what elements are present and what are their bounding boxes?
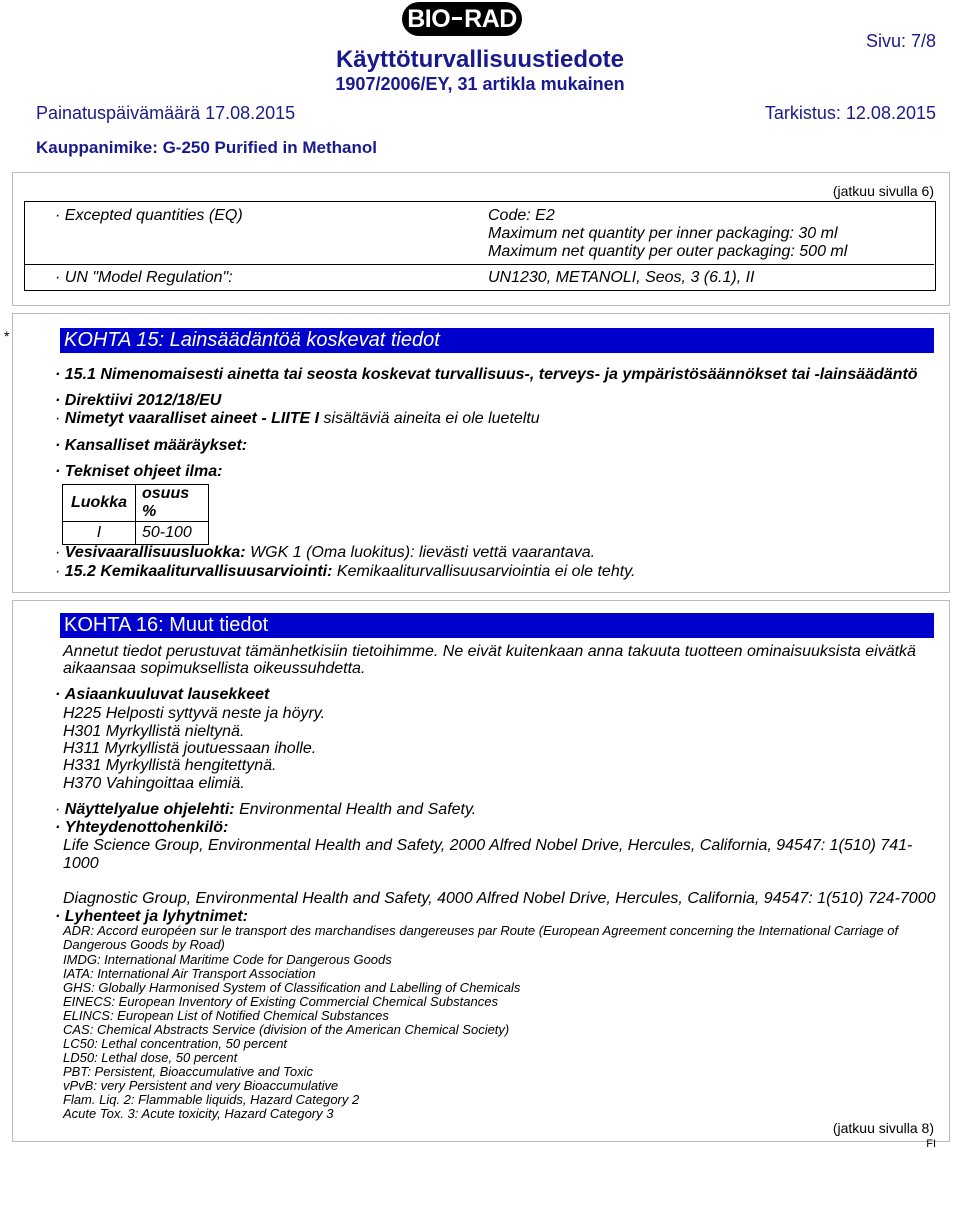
- table-header-row: [63, 485, 209, 522]
- print-date: Painatuspäivämäärä 17.08.2015: [36, 103, 296, 123]
- s16-intro-line1: Annetut tiedot perustuvat tämänhetkisiin tietoihimme. Ne eivät kuitenkaan anna takuuta tuotteen ominaisuuksista eivätkä: [63, 643, 916, 660]
- logo-text-part1: BIO: [407, 5, 451, 33]
- abbr-item: LD50: Lethal dose, 50 percent: [63, 1050, 238, 1065]
- abbr-item: CAS: Chemical Abstracts Service (division of the American Chemical Society): [63, 1022, 510, 1037]
- bio-rad-logo: [402, 2, 522, 36]
- abbr-item: ADR: Accord européen sur le transport des marchandises dangereuses par Route (European Agreement concerning the International Carriage of Dangerous Goods by Road): [63, 923, 899, 952]
- revision-date: Tarkistus: 12.08.2015: [764, 103, 936, 123]
- contact2: Diagnostic Group, Environmental Health and Safety, 4000 Alfred Nobel Drive, Hercules, California, 94547: 1(510) 724-7000: [63, 890, 936, 907]
- s16-intro-line2: aikaansaa sopimuksellista oikeussuhdetta.: [63, 660, 366, 677]
- un-value: UN1230, METANOLI, Seos, 3 (6.1), II: [488, 269, 755, 286]
- section-15-heading: KOHTA 15: Lainsäädäntöä koskevat tiedot: [60, 328, 934, 353]
- s15-csa: · 15.2 Kemikaaliturvallisuusarviointi: Kemikaaliturvallisuusarviointia ei ole tehty.: [55, 563, 636, 580]
- classification-table: [62, 484, 209, 545]
- s15-sub1: · 15.1 Nimenomaisesti ainetta tai seosta koskevat turvallisuus-, terveys- ja ympäristösäännökset tai -lainsäädäntö: [55, 366, 918, 383]
- page-title: Käyttöturvallisuustiedote: [335, 46, 625, 73]
- abbr-item: ELINCS: European List of Notified Chemical Substances: [63, 1008, 389, 1023]
- logo-text-part2: RAD: [464, 5, 517, 33]
- abbr-item: IATA: International Air Transport Association: [63, 966, 316, 981]
- s15-technical: · Tekniset ohjeet ilma:: [55, 463, 223, 480]
- continued-from: (jatkuu sivulla 6): [832, 183, 934, 199]
- abbr-item: GHS: Globally Harmonised System of Classification and Labelling of Chemicals: [63, 980, 521, 995]
- continued-to: (jatkuu sivulla 8): [832, 1120, 934, 1136]
- abbr-item: LC50: Lethal concentration, 50 percent: [63, 1036, 288, 1051]
- abbr-item: vPvB: very Persistent and very Bioaccumulative: [63, 1078, 339, 1093]
- s15-national: · Kansalliset määräykset:: [55, 437, 248, 454]
- eq-label: · Excepted quantities (EQ): [55, 207, 243, 224]
- table-header-cell: osuus %: [136, 485, 209, 522]
- abbr-item: PBT: Persistent, Bioaccumulative and Toxic: [63, 1064, 314, 1079]
- phrases-label: · Asiaankuuluvat lausekkeet: [55, 686, 270, 703]
- contact1-line2: 1000: [63, 855, 99, 872]
- language-code: FI: [926, 1138, 936, 1150]
- page-subtitle: 1907/2006/EY, 31 artikla mukainen: [335, 74, 625, 94]
- product-name: Kauppanimike: G-250 Purified in Methanol: [36, 138, 377, 157]
- phrase-item: H370 Vahingoittaa elimiä.: [63, 775, 245, 792]
- s15-water: · Vesivaarallisuusluokka: WGK 1 (Oma luokitus): lievästi vettä vaarantava.: [55, 544, 596, 561]
- change-marker: *: [4, 328, 10, 344]
- abbr-item: EINECS: European Inventory of Existing Commercial Chemical Substances: [63, 994, 498, 1009]
- issuer: · Näyttelyalue ohjelehti: Environmental Health and Safety.: [55, 801, 477, 818]
- contact-label: · Yhteydenottohenkilö:: [55, 819, 229, 836]
- abbr-label: · Lyhenteet ja lyhytnimet:: [55, 908, 248, 925]
- table-cell: 50-100: [136, 522, 209, 545]
- section-16-heading: KOHTA 16: Muut tiedot: [60, 613, 934, 638]
- contact1-line1: Life Science Group, Environmental Health and Safety, 2000 Alfred Nobel Drive, Hercules, California, 94547: 1(510) 741-: [63, 837, 913, 854]
- phrase-item: H225 Helposti syttyvä neste ja höyry.: [63, 705, 326, 722]
- eq-outer: Maximum net quantity per outer packaging: 500 ml: [488, 243, 848, 260]
- page-number: Sivu: 7/8: [865, 31, 936, 51]
- abbr-item: Acute Tox. 3: Acute toxicity, Hazard Category 3: [63, 1106, 334, 1121]
- eq-code: Code: E2: [488, 207, 555, 224]
- eq-inner: Maximum net quantity per inner packaging: 30 ml: [488, 225, 838, 242]
- abbr-item: IMDG: International Maritime Code for Dangerous Goods: [63, 952, 392, 967]
- abbr-item: Flam. Liq. 2: Flammable liquids, Hazard Category 2: [63, 1092, 360, 1107]
- table-row: [63, 522, 209, 545]
- phrase-item: H301 Myrkyllistä nieltynä.: [63, 723, 245, 740]
- table-cell: I: [63, 522, 136, 545]
- un-label: · UN "Model Regulation":: [55, 269, 233, 286]
- phrase-item: H311 Myrkyllistä joutuessaan iholle.: [63, 740, 317, 757]
- s15-named: · Nimetyt vaaralliset aineet - LIITE I sisältäviä aineita ei ole lueteltu: [55, 410, 540, 427]
- phrase-item: H331 Myrkyllistä hengitettynä.: [63, 757, 277, 774]
- s15-directive: · Direktiivi 2012/18/EU: [55, 392, 222, 409]
- transport-divider: [24, 264, 934, 265]
- table-header-cell: Luokka: [63, 485, 136, 522]
